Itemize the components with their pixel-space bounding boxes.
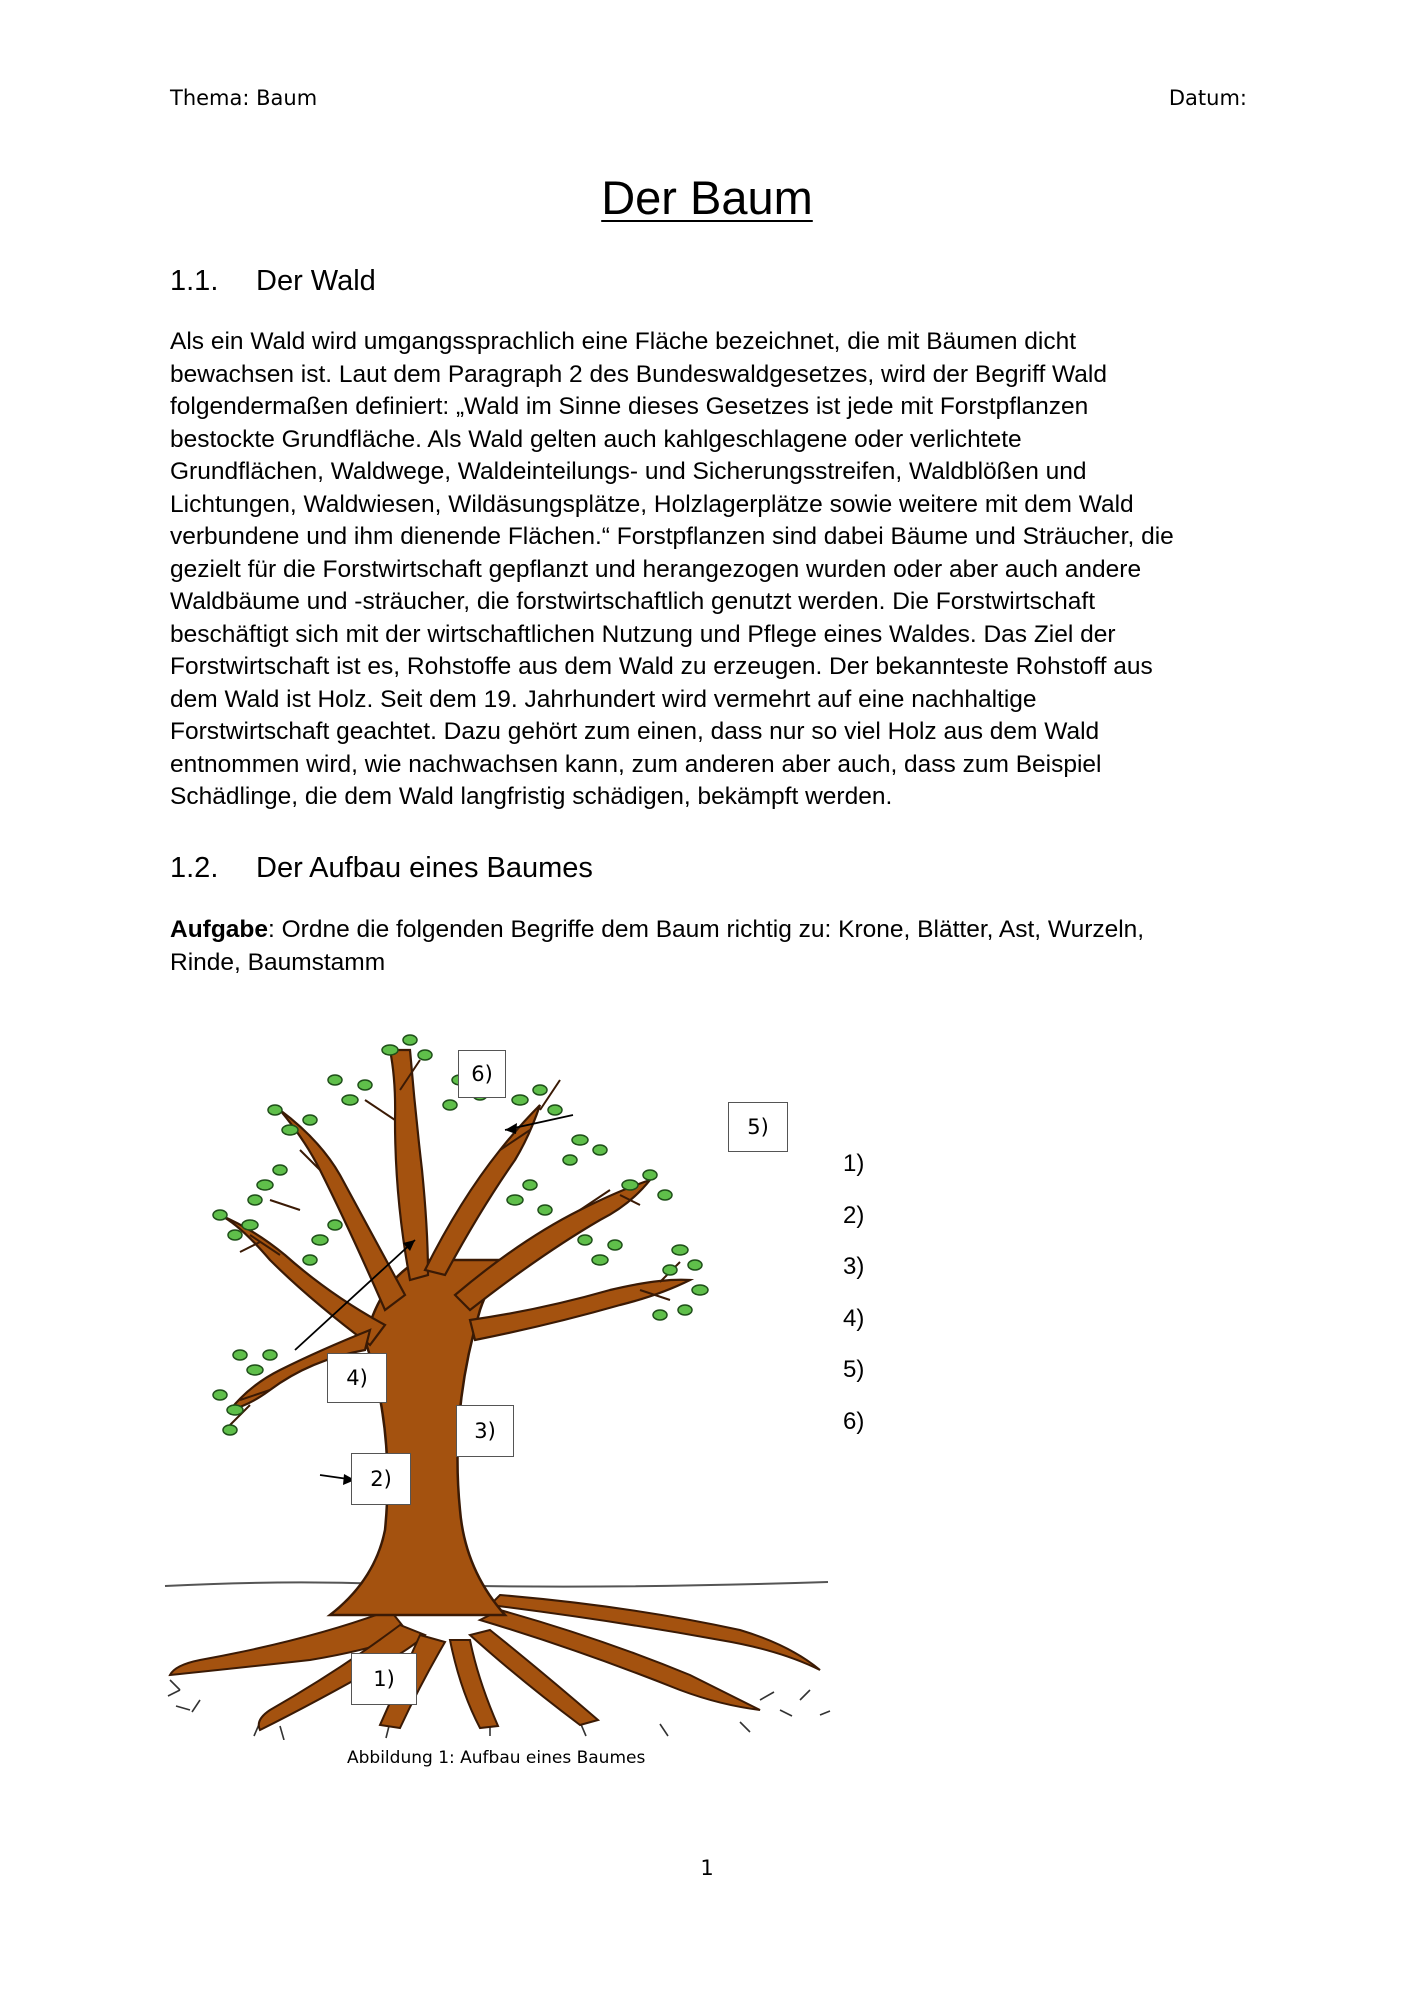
text-line: Waldbäume und -sträucher, die forstwirtschaftlich genutzt werden. Die Forstwirtschaft bbox=[170, 588, 1096, 615]
figure-label-6: 6) bbox=[458, 1050, 506, 1098]
figure-label-4: 4) bbox=[327, 1353, 387, 1403]
task-paragraph bbox=[170, 914, 1250, 979]
section-title: Der Aufbau eines Baumes bbox=[256, 852, 593, 884]
text-line bbox=[170, 914, 1250, 947]
text-line: dem Wald ist Holz. Seit dem 19. Jahrhundert wird vermehrt auf eine nachhaltige bbox=[170, 685, 1037, 713]
text-line: beschäftigt sich mit der wirtschaftlichen Nutzung und Pflege eines Waldes. Das Ziel der bbox=[170, 620, 1116, 648]
figure-label-1: 1) bbox=[351, 1653, 417, 1705]
text-line: Als ein Wald wird umgangssprachlich eine Fläche bezeichnet, die mit Bäumen dicht bbox=[170, 328, 1077, 355]
text-line: folgendermaßen definiert: „Wald im Sinne dieses Gesetzes ist jede mit Forstpflanzen bbox=[170, 393, 1089, 420]
answer-item: 3) bbox=[843, 1253, 865, 1280]
text-line: Forstwirtschaft geachtet. Dazu gehört zum einen, dass nur so viel Holz aus dem Wald bbox=[170, 718, 1100, 745]
answer-list bbox=[843, 1150, 864, 1459]
figure-label-2: 2) bbox=[351, 1453, 411, 1505]
page-number: 1 bbox=[700, 1856, 714, 1880]
text-line: verbundene und ihm dienende Flächen.“ Forstpflanzen sind dabei Bäume und Sträucher, die bbox=[170, 523, 1174, 550]
task-text: : Ordne die folgenden Begriffe dem Baum richtig zu: Krone, Blätter, Ast, Wurzeln, bbox=[268, 916, 1145, 943]
figure-label-3: 3) bbox=[456, 1405, 514, 1457]
answer-item: 4) bbox=[843, 1304, 865, 1332]
text-line: Schädlinge, die dem Wald langfristig schädigen, bekämpft werden. bbox=[170, 783, 893, 810]
section-number: 1.2. bbox=[170, 852, 219, 884]
answer-item: 6) bbox=[843, 1407, 865, 1435]
text-line: Lichtungen, Waldwiesen, Wildäsungsplätze, Holzlagerplätze sowie weitere mit dem Wald bbox=[170, 490, 1134, 518]
section-heading-wald bbox=[170, 265, 376, 298]
section-title: Der Wald bbox=[256, 265, 376, 297]
header-date-label: Datum: bbox=[1168, 86, 1247, 110]
text-line: gezielt für die Forstwirtschaft gepflanzt und herangezogen wurden oder aber auch andere bbox=[170, 555, 1142, 583]
section-heading-aufbau bbox=[170, 852, 593, 885]
text-line: Forstwirtschaft ist es, Rohstoffe aus dem Wald zu erzeugen. Der bekannteste Rohstoff aus bbox=[170, 653, 1153, 680]
header-topic: Thema: Baum bbox=[170, 86, 318, 110]
answer-item: 2) bbox=[843, 1201, 865, 1229]
ground-line bbox=[165, 1582, 828, 1587]
answer-item: 1) bbox=[843, 1150, 865, 1177]
figure-label-5: 5) bbox=[728, 1102, 788, 1152]
text-line: bewachsen ist. Laut dem Paragraph 2 des Bundeswaldgesetzes, wird der Begriff Wald bbox=[170, 360, 1107, 388]
wald-paragraph bbox=[170, 326, 1250, 814]
text-line: Rinde, Baumstamm bbox=[170, 948, 386, 976]
text-line: bestockte Grundfläche. Als Wald gelten auch kahlgeschlagene oder verlichtete bbox=[170, 425, 1022, 453]
section-number: 1.1. bbox=[170, 265, 219, 297]
tree-figure bbox=[160, 1010, 840, 1740]
answer-item: 5) bbox=[843, 1356, 865, 1383]
text-line: entnommen wird, wie nachwachsen kann, zum anderen aber auch, dass zum Beispiel bbox=[170, 750, 1102, 778]
document-title: Der Baum bbox=[601, 171, 813, 224]
figure-caption: Abbildung 1: Aufbau eines Baumes bbox=[347, 1748, 646, 1768]
fine-roots bbox=[168, 1680, 830, 1740]
text-line: Grundflächen, Waldwege, Waldeinteilungs- und Sicherungsstreifen, Waldblößen und bbox=[170, 458, 1087, 485]
task-label: Aufgabe bbox=[170, 916, 268, 943]
